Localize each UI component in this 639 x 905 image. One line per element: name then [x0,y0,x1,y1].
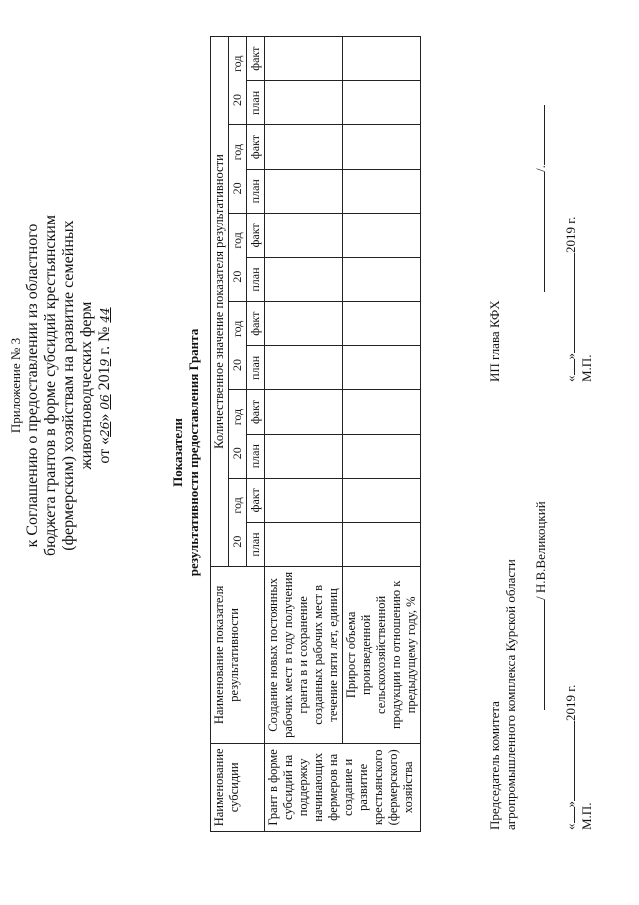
header-plan: план [247,434,265,478]
annex-title: Приложение № 3 [8,337,23,434]
header-fact: факт [247,302,265,346]
value-cell [265,434,343,478]
farm-date-year: 2019 г. [563,216,578,253]
committee-date-year: 2019 г. [563,684,578,721]
header-fact: факт [247,37,265,81]
signature-line [544,600,545,710]
header-fact: факт [247,125,265,169]
subsidy-name-cell: Грант в форме субсидий на поддержку начинающих фермеров на создание и развитие крестьянского (фермерского) хозяйства [265,743,421,831]
signature-line [544,172,545,292]
annex-line-2: бюджета грантов в форме субсидий крестьянским [42,215,59,557]
header-fact: факт [247,213,265,257]
header-fact: факт [247,390,265,434]
heading-title: Показатели [170,418,185,487]
committee-date: «»2019 г. [563,684,578,830]
value-cell [343,169,421,213]
committee-signer [533,501,549,830]
indicator-2-cell: Прирост объема произведенной сельскохозяйственной продукции по отношению к предыдущему году, % [343,567,421,744]
value-cell [265,302,343,346]
committee-title-line-2: агропромышленного комплекса Курской области [503,559,518,830]
annex-header [8,215,114,556]
value-cell [343,302,421,346]
header-indicator: Наименование показателя результативности [211,567,265,744]
header-year: 20год [229,302,247,390]
value-cell [265,213,343,257]
value-cell [265,346,343,390]
value-cell [343,346,421,390]
signature-block-committee [487,501,595,830]
header-plan: план [247,257,265,301]
value-cell [343,478,421,522]
header-plan: план [247,81,265,125]
value-cell [265,81,343,125]
value-cell [343,522,421,566]
value-cell [343,213,421,257]
farm-signer [533,105,549,382]
annex-date-year-digit: 9 [98,358,112,367]
value-cell [265,478,343,522]
header-plan: план [247,522,265,566]
farm-signer-slash: /. [533,165,548,172]
value-cell [265,522,343,566]
value-cell [343,37,421,81]
value-cell [343,257,421,301]
value-cell [265,169,343,213]
farm-date: «»2019 г. [563,216,578,382]
annex-date-month: 06 [98,394,112,410]
signature-block-farm [487,105,595,382]
header-plan: план [247,169,265,213]
indicators-table [210,36,421,832]
value-cell [343,434,421,478]
value-cell [265,125,343,169]
header-fact: факт [247,478,265,522]
header-year: 20год [229,125,247,213]
table-row [343,37,421,832]
header-values: Количественное значение показателя результативности [211,37,229,567]
header-year: 20год [229,478,247,566]
value-cell [265,390,343,434]
header-year: 20год [229,213,247,301]
committee-signer-name: / Н.В.Великоцкий [533,501,548,600]
farm-stamp: М.П. [579,354,594,382]
heading-subtitle: результативности предоставления Гранта [186,328,201,577]
annex-date-day: 26 [98,421,112,437]
value-cell [343,81,421,125]
annex-line-1: к Соглашению о предоставлении из областного [24,223,41,548]
header-plan: план [247,346,265,390]
committee-title-line-1: Председатель комитета [487,701,502,830]
annex-date-line: от «26» 06 2019 г. № 44 [96,307,113,464]
annex-line-4: животноводческих ферм [78,301,95,470]
value-cell [265,257,343,301]
value-cell [343,390,421,434]
value-cell [343,125,421,169]
header-year: 20год [229,390,247,478]
table-row [265,37,343,832]
document-heading [170,0,202,905]
committee-stamp: М.П. [579,802,594,830]
header-year: 20год [229,37,247,125]
annex-number: 44 [98,307,112,323]
indicator-1-cell: Создание новых постоянных рабочих мест в году получения гранта в и сохранение созданных рабочих мест в течение пяти лет, единиц [265,567,343,744]
value-cell [265,37,343,81]
header-subsidy: Наименование субсидии [211,743,265,831]
farm-title: ИП глава КФХ [487,300,502,382]
annex-line-3: (фермерским) хозяйствам на развитие семейных [60,220,77,551]
table-header-row [211,37,229,832]
